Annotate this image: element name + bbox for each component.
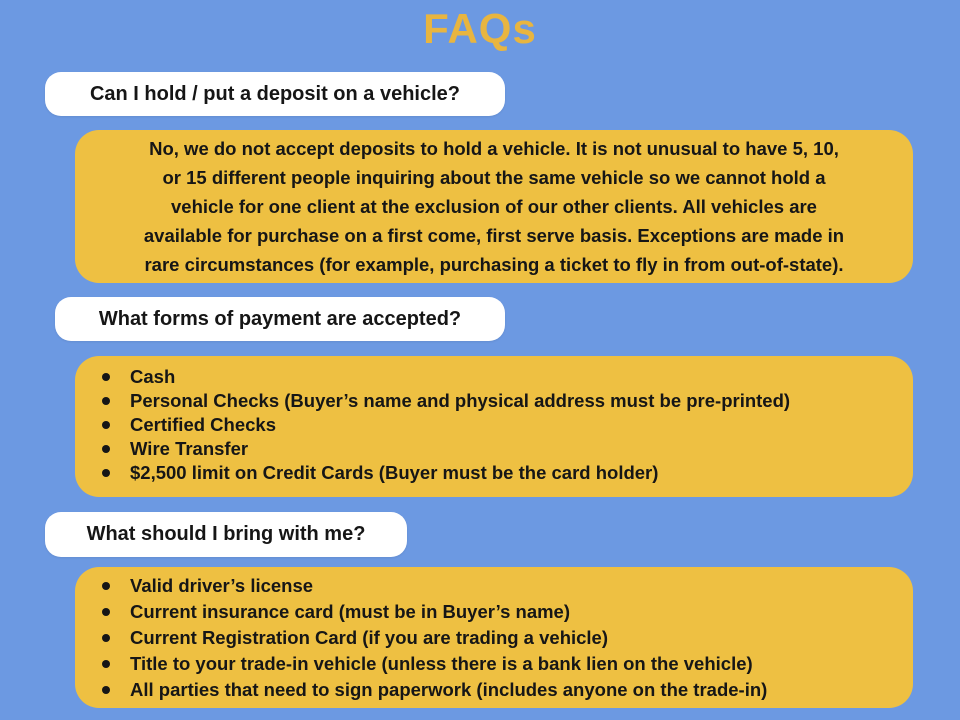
answer-line: available for purchase on a first come, first serve basis. Exceptions are made in [143,225,845,246]
list-item [75,625,913,651]
list-item-text: All parties that need to sign paperwork (includes anyone on the trade-in) [130,679,768,700]
bullet-icon [102,634,110,642]
list-item [75,461,913,485]
bullet-icon [102,445,110,453]
bullet-icon [102,469,110,477]
list-item-text: Valid driver’s license [130,575,314,596]
list-item [75,573,913,599]
list-item-text: Wire Transfer [130,438,249,459]
answer-line: or 15 different people inquiring about the same vehicle so we cannot hold a [162,167,826,188]
bullet-icon [102,373,110,381]
bullet-icon [102,686,110,694]
list-item-text: Personal Checks (Buyer’s name and physical address must be pre-printed) [130,390,791,411]
question-text: What should I bring with me? [86,523,366,545]
list-item-text: Certified Checks [130,414,276,435]
page-title: FAQs [423,5,537,52]
list-item-text: Title to your trade-in vehicle (unless there is a bank lien on the vehicle) [130,653,753,674]
answer-box-bring [75,567,913,708]
list-item [75,677,913,703]
answer-box-payment [75,356,913,497]
bullet-icon [102,421,110,429]
question-box-deposit [45,72,505,116]
list-item-text: $2,500 limit on Credit Cards (Buyer must be the card holder) [130,462,659,483]
question-box-bring [45,512,407,557]
answer-line: rare circumstances (for example, purchasing a ticket to fly in from out-of-state). [144,254,844,275]
bullet-icon [102,397,110,405]
list-item-text: Current insurance card (must be in Buyer’s name) [130,601,571,622]
list-item-text: Current Registration Card (if you are trading a vehicle) [130,627,609,648]
list-item [75,437,913,461]
bullet-icon [102,582,110,590]
list-item-text: Cash [130,366,176,387]
list-item [75,651,913,677]
list-item [75,413,913,437]
bullet-icon [102,660,110,668]
list-item [75,389,913,413]
bullet-icon [102,608,110,616]
answer-box-deposit [75,130,913,283]
question-text: Can I hold / put a deposit on a vehicle? [89,82,461,105]
list-item [75,599,913,625]
answer-line: No, we do not accept deposits to hold a vehicle. It is not unusual to have 5, 10, [149,138,839,159]
payment-list [75,365,913,485]
question-text: What forms of payment are accepted? [98,307,462,330]
question-box-payment [55,297,505,341]
answer-line: vehicle for one client at the exclusion of our other clients. All vehicles are [171,196,817,217]
bring-list [75,573,913,703]
list-item [75,365,913,389]
